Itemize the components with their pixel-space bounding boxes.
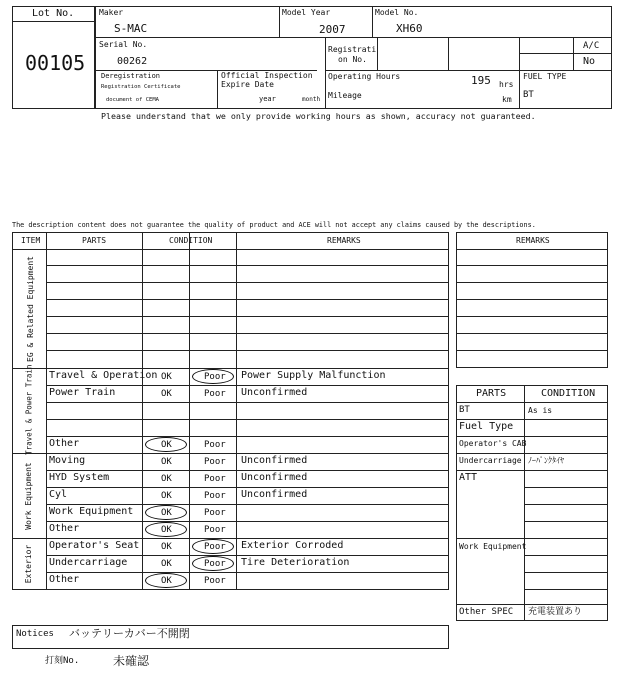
part-label: Power Train bbox=[49, 387, 116, 398]
part-label: Moving bbox=[49, 455, 86, 466]
inspection-label-1: Official Inspection bbox=[221, 71, 313, 80]
part-label: Cyl bbox=[49, 489, 68, 500]
condition-ok: OK bbox=[161, 457, 172, 467]
condition-poor: Poor bbox=[204, 440, 226, 450]
part-label: Work Equipment bbox=[49, 506, 134, 517]
lot-no-label: Lot No. bbox=[32, 8, 75, 19]
registration-label-1: Registrati bbox=[328, 45, 377, 54]
lot-no-value: 00105 bbox=[25, 51, 86, 75]
maker-value: S-MAC bbox=[114, 22, 148, 35]
spec-other-spec-value: 充電装置あり bbox=[528, 607, 583, 617]
hrs-label: hrs bbox=[499, 80, 514, 89]
condition-poor: Poor bbox=[204, 372, 226, 382]
item-header: ITEM bbox=[21, 236, 41, 245]
remarks-value: Unconfirmed bbox=[241, 455, 308, 466]
parts-header: PARTS bbox=[82, 236, 107, 245]
fuel-type-label: FUEL TYPE bbox=[523, 72, 567, 81]
model-no-value: XH60 bbox=[396, 22, 423, 35]
document-of-cema-label: document of CEMA bbox=[106, 97, 159, 103]
spec-work-equipment-label: Work Equipment bbox=[459, 542, 527, 551]
spec-undercarriage-value: ﾉｰﾊﾟﾝｸﾀｲﾔ bbox=[528, 456, 564, 465]
condition-ok: OK bbox=[161, 389, 172, 399]
registration-certificate-label: Registration Certificate bbox=[101, 84, 181, 90]
serial-no-value: 00262 bbox=[117, 56, 148, 67]
ac-value: No bbox=[583, 56, 596, 67]
part-label: Operator's Seat bbox=[49, 540, 140, 551]
remarks-value: Power Supply Malfunction bbox=[241, 370, 386, 381]
spec-bt-label: BT bbox=[459, 405, 470, 415]
remarks-right-header: REMARKS bbox=[516, 236, 550, 245]
month-label: month bbox=[302, 96, 321, 103]
condition-ok: OK bbox=[161, 440, 172, 450]
section-exterior: Exterior bbox=[24, 544, 33, 584]
maker-label: Maker bbox=[99, 8, 124, 17]
serial-no-label: Serial No. bbox=[99, 40, 148, 49]
part-label: Other bbox=[49, 438, 80, 449]
condition-ok: OK bbox=[161, 576, 172, 586]
condition-ok: OK bbox=[161, 372, 172, 382]
condition-poor: Poor bbox=[204, 559, 226, 569]
section-work: Work Equipment bbox=[24, 462, 33, 530]
condition-ok: OK bbox=[161, 525, 172, 535]
remarks-value: Unconfirmed bbox=[241, 489, 308, 500]
spec-fuel-type-label: Fuel Type bbox=[459, 421, 514, 432]
model-year-value: 2007 bbox=[319, 23, 346, 36]
registration-label-2: on No. bbox=[338, 55, 367, 64]
condition-ok: OK bbox=[161, 474, 172, 484]
part-label: Other bbox=[49, 523, 80, 534]
notices-label: Notices bbox=[16, 629, 54, 639]
condition-poor: Poor bbox=[204, 508, 226, 518]
part-label: Travel & Operation bbox=[49, 370, 158, 381]
condition-ok: OK bbox=[161, 508, 172, 518]
model-year-label: Model Year bbox=[282, 8, 331, 17]
deregistration-label: Deregistration bbox=[101, 72, 161, 80]
spec-undercarriage-label: Undercarriage bbox=[459, 456, 522, 465]
condition-poor: Poor bbox=[204, 389, 226, 399]
hours-notice: Please understand that we only provide working hours as shown, accuracy not guaranteed. bbox=[101, 111, 536, 121]
remarks-header: REMARKS bbox=[327, 236, 361, 245]
remarks-value: Tire Deterioration bbox=[241, 557, 350, 568]
condition-poor: Poor bbox=[204, 491, 226, 501]
stamp-value: 未確認 bbox=[113, 654, 150, 668]
condition-poor: Poor bbox=[204, 525, 226, 535]
remarks-value: Exterior Corroded bbox=[241, 540, 344, 551]
condition-poor: Poor bbox=[204, 474, 226, 484]
ac-label: A/C bbox=[583, 41, 600, 51]
condition-ok: OK bbox=[161, 559, 172, 569]
model-no-label: Model No. bbox=[375, 8, 419, 17]
condition-ok: OK bbox=[161, 542, 172, 552]
spec-other-spec-label: Other SPEC bbox=[459, 607, 514, 617]
stamp-label: 打刻No. bbox=[45, 656, 80, 666]
spec-condition-header: CONDITION bbox=[541, 388, 596, 399]
spec-att-label: ATT bbox=[459, 472, 478, 483]
condition-ok: OK bbox=[161, 491, 172, 501]
operating-hours-value: 195 bbox=[471, 74, 491, 87]
remarks-value: Unconfirmed bbox=[241, 472, 308, 483]
spec-operators-cab-label: Operator's CAB bbox=[459, 439, 527, 448]
inspection-label-2: Expire Date bbox=[221, 80, 274, 89]
part-label: Other bbox=[49, 574, 80, 585]
section-eg: EG & Related Equipment bbox=[26, 256, 35, 362]
remarks-value: Unconfirmed bbox=[241, 387, 308, 398]
condition-poor: Poor bbox=[204, 457, 226, 467]
part-label: Undercarriage bbox=[49, 557, 128, 568]
mileage-label: Mileage bbox=[328, 91, 362, 100]
condition-poor: Poor bbox=[204, 542, 226, 552]
operating-hours-label: Operating Hours bbox=[328, 72, 401, 81]
fuel-type-value: BT bbox=[523, 90, 534, 100]
part-label: HYD System bbox=[49, 472, 110, 483]
year-label: year bbox=[259, 95, 276, 103]
notices-value: バッテリーカバー不開閉 bbox=[69, 627, 190, 640]
disclaimer-text: The description content does not guarantee the quality of product and ACE will not accept any claims caused by the descriptions. bbox=[12, 221, 536, 229]
km-label: km bbox=[502, 95, 512, 104]
condition-header: CONDITION bbox=[169, 236, 213, 245]
spec-bt-value: As is bbox=[528, 406, 553, 415]
spec-parts-header: PARTS bbox=[476, 388, 507, 399]
condition-poor: Poor bbox=[204, 576, 226, 586]
section-travel: Travel & Power Train bbox=[24, 364, 34, 455]
